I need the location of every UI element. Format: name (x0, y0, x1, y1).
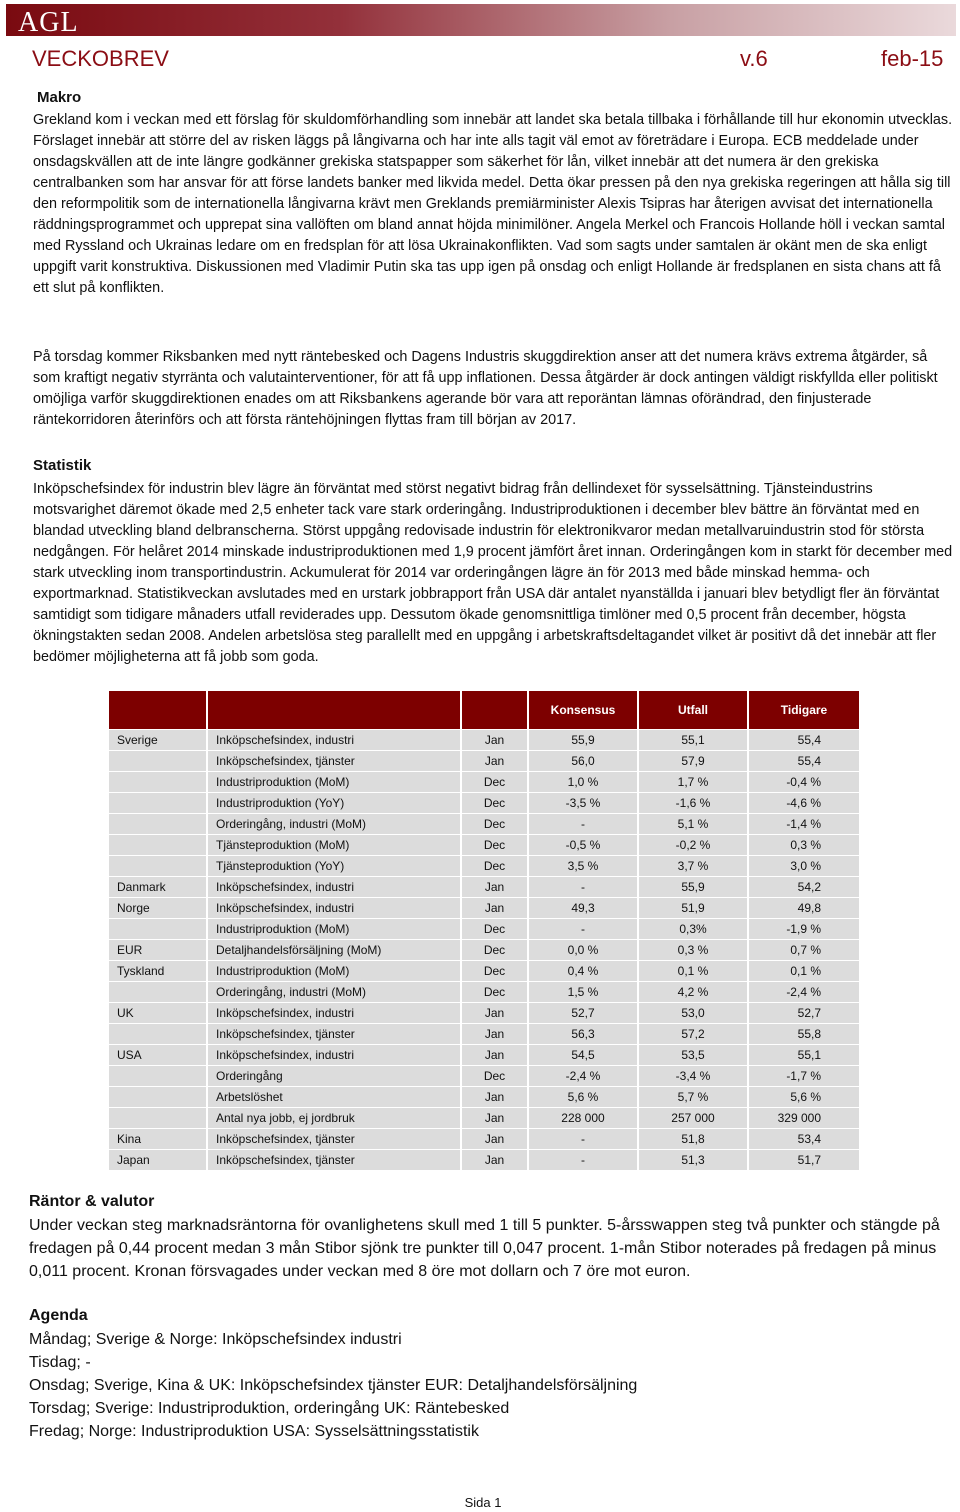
document-version: v.6 (740, 46, 768, 71)
period-cell: Dec (460, 1065, 527, 1086)
region-cell: USA (109, 1044, 206, 1065)
konsensus-cell: 49,3 (527, 897, 637, 918)
tidigare-cell: 55,4 (747, 729, 859, 750)
period-cell: Jan (460, 1086, 527, 1107)
utfall-cell: 1,7 % (637, 771, 747, 792)
period-cell: Jan (460, 1107, 527, 1128)
period-cell: Jan (460, 729, 527, 750)
indicator-cell: Inköpschefsindex, industri (206, 876, 460, 897)
document-date: feb-15 (881, 46, 944, 71)
region-cell (109, 771, 206, 792)
tidigare-cell: -2,4 % (747, 981, 859, 1002)
period-cell: Dec (460, 981, 527, 1002)
agenda-item: Onsdag; Sverige, Kina & UK: Inköpschefsindex tjänster EUR: Detaljhandelsförsäljning (29, 1377, 638, 1394)
utfall-cell: -3,4 % (637, 1065, 747, 1086)
indicator-cell: Orderingång (206, 1065, 460, 1086)
statistik-heading: Statistik (33, 457, 92, 474)
tidigare-cell: 54,2 (747, 876, 859, 897)
region-cell (109, 918, 206, 939)
tidigare-cell: -1,9 % (747, 918, 859, 939)
tidigare-cell: -0,4 % (747, 771, 859, 792)
utfall-cell: 51,8 (637, 1128, 747, 1149)
agenda-item: Fredag; Norge: Industriproduktion USA: Sysselsättningsstatistik (29, 1423, 479, 1440)
period-cell: Dec (460, 792, 527, 813)
region-cell (109, 1086, 206, 1107)
region-cell (109, 855, 206, 876)
period-cell: Jan (460, 1023, 527, 1044)
agenda-item: Torsdag; Sverige: Industriproduktion, orderingång UK: Räntebesked (29, 1400, 510, 1417)
table-row (109, 1149, 859, 1170)
region-cell (109, 834, 206, 855)
tidigare-cell: 0,7 % (747, 939, 859, 960)
konsensus-cell: 0,4 % (527, 960, 637, 981)
tidigare-cell: 3,0 % (747, 855, 859, 876)
region-cell (109, 1065, 206, 1086)
utfall-cell: 53,5 (637, 1044, 747, 1065)
region-cell: Japan (109, 1149, 206, 1170)
konsensus-cell: 5,6 % (527, 1086, 637, 1107)
rantor-paragraph: Under veckan steg marknadsräntorna för ovanlighetens skull med 1 till 5 punkter. 5-årsswappen steg två punkter och stängde på fredagen på 0,44 procent medan 3 mån Stibor sjönk tre punkter till 0,047 procent. 1-mån Stibor noterades på fredagen på minus 0,011 procent. Kronan försvagades under veckan med 8 öre mot dollarn och 7 öre mot euron. (29, 1217, 940, 1280)
tidigare-cell: 329 000 (747, 1107, 859, 1128)
statistics-table (109, 691, 859, 1170)
period-cell: Dec (460, 771, 527, 792)
utfall-cell: 57,2 (637, 1023, 747, 1044)
utfall-cell: 51,9 (637, 897, 747, 918)
indicator-cell: Inköpschefsindex, industri (206, 1002, 460, 1023)
tidigare-cell: -1,7 % (747, 1065, 859, 1086)
konsensus-cell: 1,5 % (527, 981, 637, 1002)
period-cell: Jan (460, 1002, 527, 1023)
tidigare-cell: 53,4 (747, 1128, 859, 1149)
konsensus-cell: -2,4 % (527, 1065, 637, 1086)
statistik-paragraph: Inköpschefsindex för industrin blev lägre än förväntat med störst negativt bidrag från dellindexet för sysselsättning. Tjänsteindustrins motsvarighet däremot ökade med 2,5 enheter tack vare stark orderingång. Industriproduktionen i december blev bättre än förväntat med en blandad utveckling bland delbranscherna. Störst uppgång redovisade industrin för elektronikvaror medan metallvaruindustrin stod för största nedgången. För helåret 2014 minskade industriproduktionen med 1,9 procent jämfört året innan. Orderingången kom in starkt för december med stark utveckling inom transportindustrin. Ackumulerat för 2014 var orderingången lägre än för 2013 med både minskad hemma- och exportmarknad. Statistikveckan avslutades med en urstark jobbrapport från USA där antalet nyanställda i januari blev betydligt fler än förväntat samtidigt som tidigare månaders utfall reviderades upp. Dessutom ökade genomsnittliga timlöner med 0,5 procent från december, högsta ökningstakten sedan 2008. Andelen arbetslösa steg parallellt med en uppgång i arbetskraftsdeltagandet vilket är positivt då det innebär att fler bedömer möjligheterna att få jobb som goda. (33, 481, 953, 665)
konsensus-cell: 56,3 (527, 1023, 637, 1044)
indicator-cell: Antal nya jobb, ej jordbruk (206, 1107, 460, 1128)
period-cell: Dec (460, 960, 527, 981)
region-cell: Kina (109, 1128, 206, 1149)
region-cell (109, 1023, 206, 1044)
agenda-heading: Agenda (29, 1307, 88, 1324)
indicator-cell: Inköpschefsindex, tjänster (206, 1149, 460, 1170)
region-cell: Norge (109, 897, 206, 918)
utfall-cell: 5,1 % (637, 813, 747, 834)
table-row (109, 1065, 859, 1086)
tidigare-cell: 55,1 (747, 1044, 859, 1065)
table-row (109, 855, 859, 876)
indicator-cell: Detaljhandelsförsäljning (MoM) (206, 939, 460, 960)
indicator-cell: Orderingång, industri (MoM) (206, 981, 460, 1002)
konsensus-cell: 3,5 % (527, 855, 637, 876)
indicator-cell: Inköpschefsindex, tjänster (206, 750, 460, 771)
tidigare-cell: -4,6 % (747, 792, 859, 813)
period-cell: Dec (460, 813, 527, 834)
table-header-row (109, 691, 859, 729)
indicator-cell: Industriproduktion (YoY) (206, 792, 460, 813)
period-cell: Jan (460, 1044, 527, 1065)
indicator-cell: Industriproduktion (MoM) (206, 960, 460, 981)
indicator-cell: Inköpschefsindex, industri (206, 729, 460, 750)
period-cell: Jan (460, 750, 527, 771)
table-row (109, 918, 859, 939)
region-cell (109, 981, 206, 1002)
table-header-cell (206, 691, 460, 729)
region-cell: Sverige (109, 729, 206, 750)
utfall-cell: 55,9 (637, 876, 747, 897)
table-row (109, 1002, 859, 1023)
table-header-cell (460, 691, 527, 729)
region-cell: UK (109, 1002, 206, 1023)
utfall-cell: 257 000 (637, 1107, 747, 1128)
tidigare-cell: 55,4 (747, 750, 859, 771)
konsensus-cell: - (527, 1128, 637, 1149)
table-header-cell (109, 691, 206, 729)
rantor-heading: Räntor & valutor (29, 1193, 155, 1210)
makro-paragraph-1: Grekland kom i veckan med ett förslag för skuldomförhandling som innebär att landet ska betala tillbaka i förhållande till hur ekonomin utvecklas. Förslaget innebär att större del av risken läggs på långivarna och har inte alls tagit väl emot av företrädare i Europa. ECB meddelade under onsdagskvällen att de inte längre godkänner grekiska statspapper som säkerhet för lån, vilket innebär att det numera är den grekiska centralbanken som har ansvar för att förse landets banker med likvida medel. Detta ökar pressen på den nya grekiska regeringen att hålla sig till den reformpolitik som de internationella långivarna krävt men Greklands premiärminister Alexis Tsipras har återigen avvisat det internationella räddningsprogrammet och upprepat sina vallöften om bland annat höjda minimilöner. Angela Merkel och Francois Hollande höll i veckan samtal med Ryssland och Ukrainas ledare om en fredsplan för att lösa Ukrainakonflikten. Vad som sagts under samtalen är okänt men de ska enligt uppgift varit konstruktiva. Diskussionen med Vladimir Putin ska tas upp igen på onsdag och enligt Hollande är fredsplanen en sista chans att få ett slut på konflikten. (33, 112, 953, 296)
table-row (109, 897, 859, 918)
utfall-cell: 4,2 % (637, 981, 747, 1002)
konsensus-cell: 56,0 (527, 750, 637, 771)
table-row (109, 1023, 859, 1044)
region-cell (109, 750, 206, 771)
region-cell: Danmark (109, 876, 206, 897)
period-cell: Dec (460, 939, 527, 960)
period-cell: Jan (460, 876, 527, 897)
region-cell (109, 813, 206, 834)
konsensus-cell: 52,7 (527, 1002, 637, 1023)
agenda-item: Tisdag; - (29, 1354, 91, 1371)
table-row (109, 1044, 859, 1065)
table-body (109, 729, 859, 1170)
konsensus-cell: - (527, 918, 637, 939)
utfall-cell: 51,3 (637, 1149, 747, 1170)
konsensus-cell: - (527, 813, 637, 834)
indicator-cell: Industriproduktion (MoM) (206, 771, 460, 792)
utfall-cell: 3,7 % (637, 855, 747, 876)
period-cell: Jan (460, 897, 527, 918)
table-row (109, 1107, 859, 1128)
indicator-cell: Industriproduktion (MoM) (206, 918, 460, 939)
company-logo: AGL (18, 7, 79, 38)
konsensus-cell: - (527, 876, 637, 897)
indicator-cell: Orderingång, industri (MoM) (206, 813, 460, 834)
tidigare-cell: 5,6 % (747, 1086, 859, 1107)
indicator-cell: Arbetslöshet (206, 1086, 460, 1107)
utfall-cell: 55,1 (637, 729, 747, 750)
region-cell: EUR (109, 939, 206, 960)
indicator-cell: Tjänsteproduktion (YoY) (206, 855, 460, 876)
indicator-cell: Tjänsteproduktion (MoM) (206, 834, 460, 855)
utfall-cell: -1,6 % (637, 792, 747, 813)
period-cell: Dec (460, 918, 527, 939)
konsensus-cell: -3,5 % (527, 792, 637, 813)
indicator-cell: Inköpschefsindex, tjänster (206, 1128, 460, 1149)
agenda-list (29, 1328, 637, 1443)
makro-heading: Makro (37, 89, 82, 106)
document-title: VECKOBREV (32, 46, 169, 71)
table-row (109, 876, 859, 897)
table-row (109, 1086, 859, 1107)
table-row (109, 792, 859, 813)
table-row (109, 834, 859, 855)
table-header-cell: Konsensus (527, 691, 637, 729)
tidigare-cell: 49,8 (747, 897, 859, 918)
table-header-cell: Utfall (637, 691, 747, 729)
table-row (109, 960, 859, 981)
table-row (109, 750, 859, 771)
page-number: Sida 1 (464, 1495, 502, 1510)
utfall-cell: 0,1 % (637, 960, 747, 981)
konsensus-cell: 1,0 % (527, 771, 637, 792)
agenda-item: Måndag; Sverige & Norge: Inköpschefsindex industri (29, 1331, 402, 1348)
utfall-cell: 0,3% (637, 918, 747, 939)
table-row (109, 729, 859, 750)
utfall-cell: 53,0 (637, 1002, 747, 1023)
period-cell: Dec (460, 855, 527, 876)
tidigare-cell: 0,1 % (747, 960, 859, 981)
konsensus-cell: 55,9 (527, 729, 637, 750)
region-cell (109, 792, 206, 813)
table-row (109, 813, 859, 834)
period-cell: Jan (460, 1149, 527, 1170)
makro-paragraph-2: På torsdag kommer Riksbanken med nytt räntebesked och Dagens Industris skuggdirektion anser att det numera krävs extrema åtgärder, så som kraftigt negativ styrränta och valutainterventioner, för att få upp inflationen. Dessa åtgärder är dock antingen väldigt riskfyllda eller politiskt omöjliga varför skuggdirektionen enades om att Riksbankens agerande bör vara att reporäntan lämnas oförändrad, den finjusterade räntekorridoren återinförs och att första räntehöjningen flyttas fram till början av 2017. (33, 349, 938, 428)
header-banner (6, 4, 956, 36)
region-cell (109, 1107, 206, 1128)
utfall-cell: 5,7 % (637, 1086, 747, 1107)
period-cell: Jan (460, 1128, 527, 1149)
tidigare-cell: 55,8 (747, 1023, 859, 1044)
tidigare-cell: 51,7 (747, 1149, 859, 1170)
table-row (109, 771, 859, 792)
indicator-cell: Inköpschefsindex, tjänster (206, 1023, 460, 1044)
konsensus-cell: 54,5 (527, 1044, 637, 1065)
utfall-cell: 0,3 % (637, 939, 747, 960)
utfall-cell: 57,9 (637, 750, 747, 771)
konsensus-cell: - (527, 1149, 637, 1170)
tidigare-cell: -1,4 % (747, 813, 859, 834)
indicator-cell: Inköpschefsindex, industri (206, 1044, 460, 1065)
indicator-cell: Inköpschefsindex, industri (206, 897, 460, 918)
tidigare-cell: 52,7 (747, 1002, 859, 1023)
region-cell: Tyskland (109, 960, 206, 981)
konsensus-cell: 228 000 (527, 1107, 637, 1128)
table-header-cell: Tidigare (747, 691, 859, 729)
period-cell: Dec (460, 834, 527, 855)
table-row (109, 981, 859, 1002)
konsensus-cell: -0,5 % (527, 834, 637, 855)
table-row (109, 939, 859, 960)
table-row (109, 1128, 859, 1149)
konsensus-cell: 0,0 % (527, 939, 637, 960)
utfall-cell: -0,2 % (637, 834, 747, 855)
tidigare-cell: 0,3 % (747, 834, 859, 855)
